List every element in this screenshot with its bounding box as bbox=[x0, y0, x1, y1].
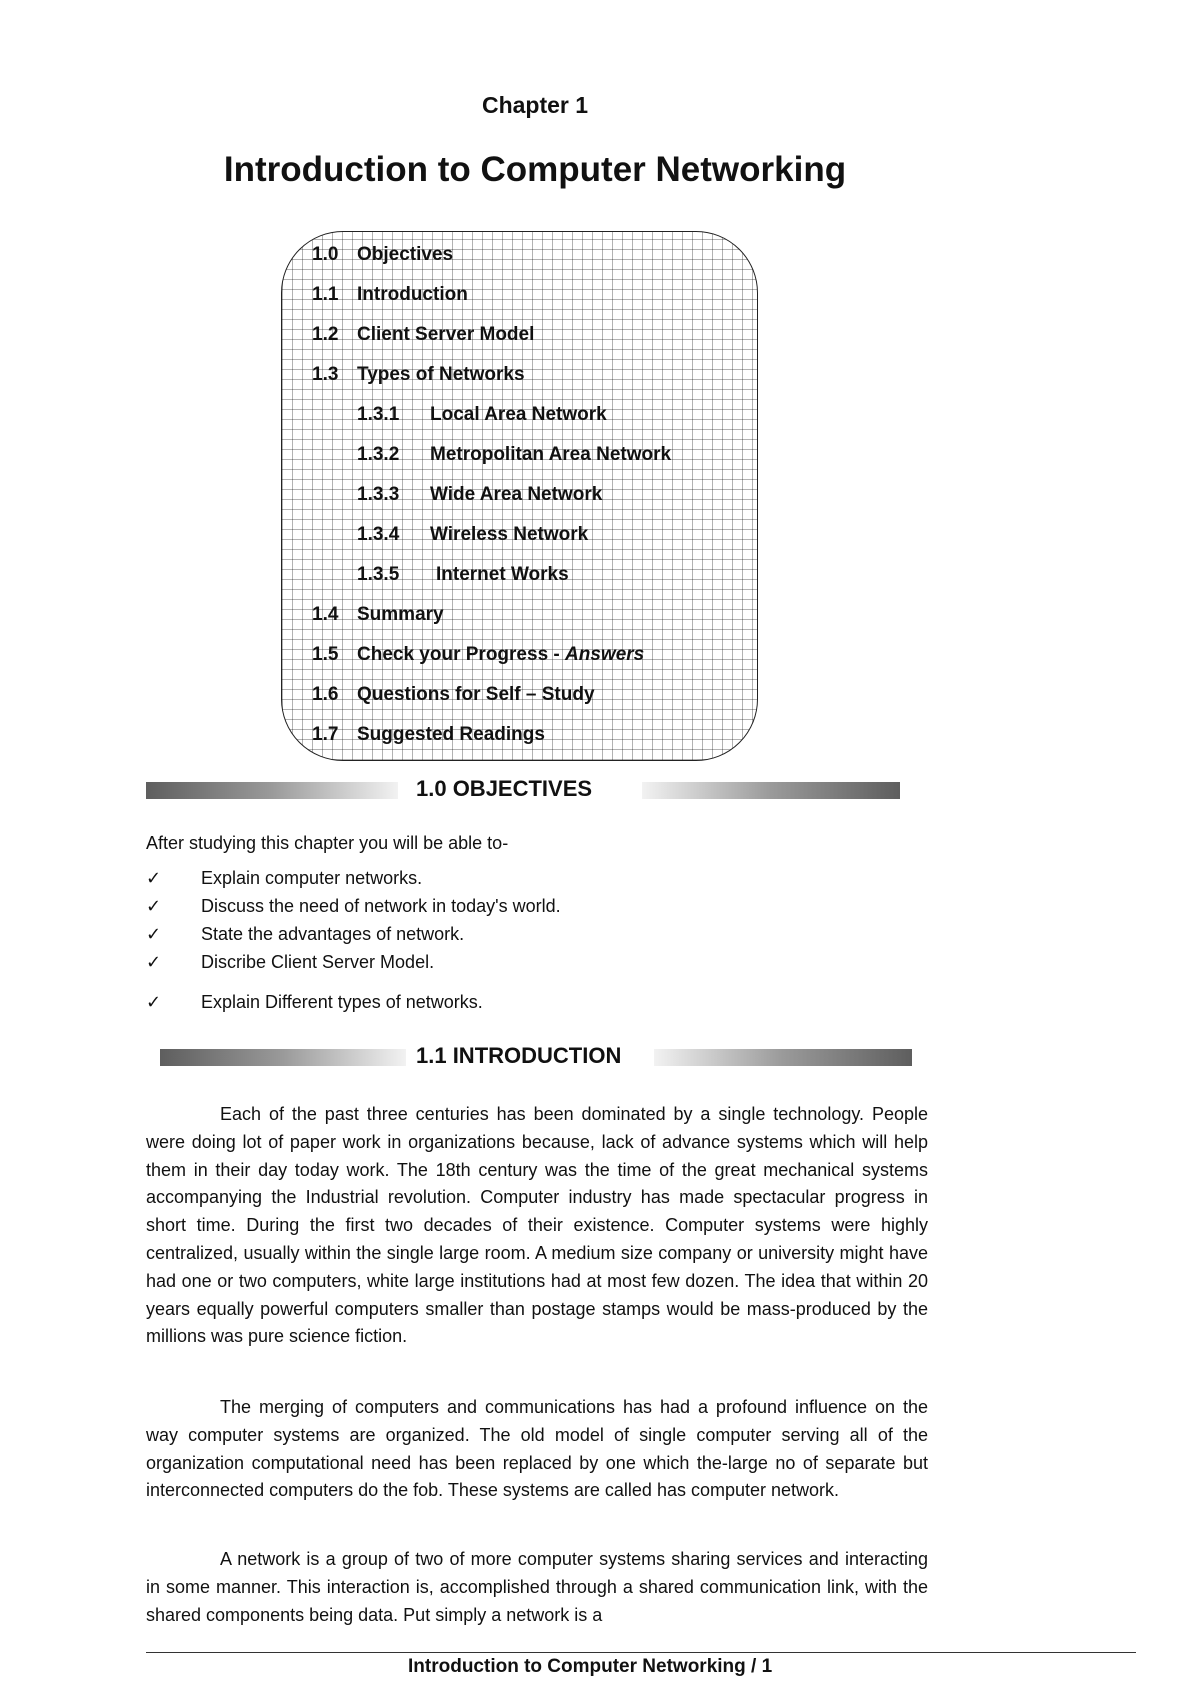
paragraph-text: Each of the past three centuries has been dominated by a single technology. People were doing lot of paper work in organizations because, lack of advance systems which will help them in their day today work. The 18th century was the time of the great mechanical systems accompanying the Industrial revolution. Computer industry has made spectacular progress in short time. During the first two decades of their existence. Computer systems were highly centralized, usually within the single large room. A medium size company or university might have had one or two computers, white large institutions had at most few dozen. The idea that within 20 years equally powerful computers smaller than postage stamps would be mass-produced by the millions was pure science fiction. bbox=[146, 1104, 928, 1347]
heading-gradient-right bbox=[642, 782, 900, 799]
introduction-heading-bar bbox=[160, 1043, 912, 1069]
objective-text: State the advantages of network. bbox=[201, 924, 465, 944]
heading-gradient-right bbox=[654, 1049, 912, 1066]
paragraph bbox=[146, 1546, 928, 1629]
toc-label: Suggested Readings bbox=[357, 724, 545, 745]
page-title: Introduction to Computer Networking bbox=[223, 150, 847, 189]
toc-number: 1.3.5 bbox=[357, 564, 400, 585]
toc-number: 1.4 bbox=[312, 604, 339, 625]
table-of-contents bbox=[281, 231, 758, 761]
checkmark-icon: ✓ bbox=[146, 924, 162, 944]
paragraph bbox=[146, 1101, 928, 1351]
page-footer: Introduction to Computer Networking / 1 bbox=[408, 1656, 773, 1677]
toc-number: 1.3 bbox=[312, 364, 339, 385]
paragraph bbox=[146, 1394, 928, 1505]
toc-number: 1.1 bbox=[312, 284, 339, 305]
paragraph-text: A network is a group of two of more computer systems sharing services and interacting in some manner. This interaction is, accomplished through a shared communication link, with the shared components being data. Put simply a network is a bbox=[146, 1549, 928, 1625]
checkmark-icon: ✓ bbox=[146, 868, 162, 888]
heading-gradient-left bbox=[146, 782, 398, 799]
toc-number: 1.3.3 bbox=[357, 484, 400, 505]
toc-label: Types of Networks bbox=[357, 364, 525, 385]
heading-gradient-left bbox=[160, 1049, 406, 1066]
toc-label: Local Area Network bbox=[430, 404, 607, 425]
objectives-heading-bar bbox=[146, 776, 900, 802]
objectives-intro: After studying this chapter you will be able to- bbox=[146, 833, 509, 853]
toc-label-main: Check your Progress - bbox=[357, 644, 566, 665]
toc-number: 1.7 bbox=[312, 724, 339, 745]
footer-divider bbox=[146, 1652, 1136, 1653]
toc-number: 1.6 bbox=[312, 684, 339, 705]
toc-label: Client Server Model bbox=[357, 324, 535, 345]
chapter-label: Chapter 1 bbox=[481, 92, 589, 118]
checkmark-icon: ✓ bbox=[146, 952, 162, 972]
introduction-heading: 1.1 INTRODUCTION bbox=[416, 1043, 622, 1068]
toc-label: Questions for Self – Study bbox=[357, 684, 595, 705]
toc-label bbox=[357, 644, 644, 666]
toc-label: Introduction bbox=[357, 284, 468, 305]
toc-label: Objectives bbox=[357, 244, 454, 265]
objective-text: Explain computer networks. bbox=[201, 868, 423, 888]
objective-text: Discribe Client Server Model. bbox=[201, 952, 435, 972]
paragraph-text: The merging of computers and communications has had a profound influence on the way computer systems are organized. The old model of single computer serving all of the organization computational need has been replaced by one which the-large no of separate but interconnected computers do the fob. These systems are called has computer network. bbox=[146, 1397, 928, 1501]
toc-number: 1.0 bbox=[312, 244, 339, 265]
toc-label: Internet Works bbox=[436, 564, 569, 585]
objective-text: Discuss the need of network in today's world. bbox=[201, 896, 561, 916]
checkmark-icon: ✓ bbox=[146, 992, 162, 1012]
checkmark-icon: ✓ bbox=[146, 896, 162, 916]
toc-number: 1.3.2 bbox=[357, 444, 400, 465]
toc-number: 1.2 bbox=[312, 324, 339, 345]
toc-label: Wide Area Network bbox=[430, 484, 603, 505]
toc-number: 1.5 bbox=[312, 644, 339, 665]
toc-label: Summary bbox=[357, 604, 444, 625]
toc-label: Metropolitan Area Network bbox=[430, 444, 672, 465]
toc-number: 1.3.4 bbox=[357, 524, 400, 545]
toc-label-emphasis: Answers bbox=[565, 644, 645, 665]
toc-label: Wireless Network bbox=[430, 524, 589, 545]
objective-text: Explain Different types of networks. bbox=[201, 992, 483, 1012]
toc-number: 1.3.1 bbox=[357, 404, 400, 425]
objectives-heading: 1.0 OBJECTIVES bbox=[416, 776, 593, 801]
